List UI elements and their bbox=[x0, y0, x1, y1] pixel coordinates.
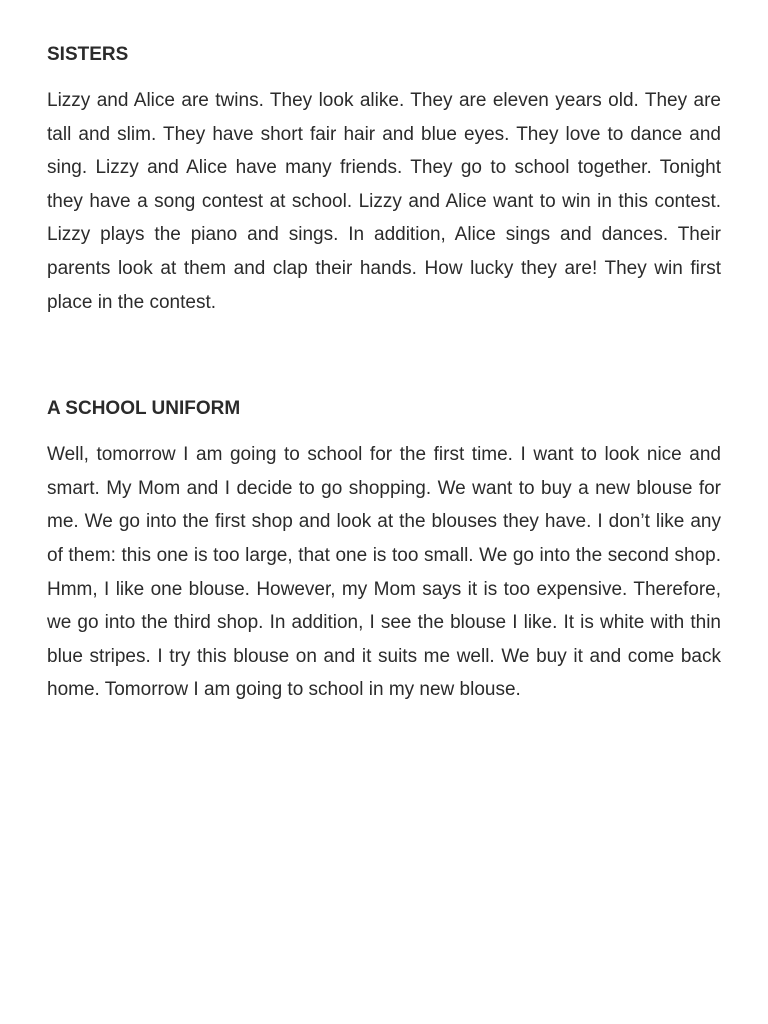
section-body-school-uniform: Well, tomorrow I am going to school for the first time. I want to look nice and smart. My Mom and I decide to go shopping. We want to buy a new blouse for me. We go into the first shop and look at the blouses they have. I don’t like any of them: this one is too large, that one is too small. We go into the second shop. Hmm, I like one blouse. However, my Mom says it is too expensive. Therefore, we go into the third shop. In addition, I see the blouse I like. It is white with thin blue stripes. I try this blouse on and it suits me well. We buy it and come back home. Tomorrow I am going to school in my new blouse. bbox=[47, 444, 721, 701]
section-title-sisters: SISTERS bbox=[47, 44, 129, 65]
section-title-school-uniform: A SCHOOL UNIFORM bbox=[47, 398, 241, 420]
section-body-sisters: Lizzy and Alice are twins. They look alike. They are eleven years old. They are tall and slim. They have short fair hair and blue eyes. They love to dance and sing. Lizzy and Alice have many friends. They go to school together. Tonight they have a song contest at school. Lizzy and Alice want to win in this contest. Lizzy plays the piano and sings. In addition, Alice sings and dances. Their parents look at them and clap their hands. How lucky they are! They win first place in the contest. bbox=[47, 90, 721, 313]
document-page bbox=[47, 40, 721, 707]
